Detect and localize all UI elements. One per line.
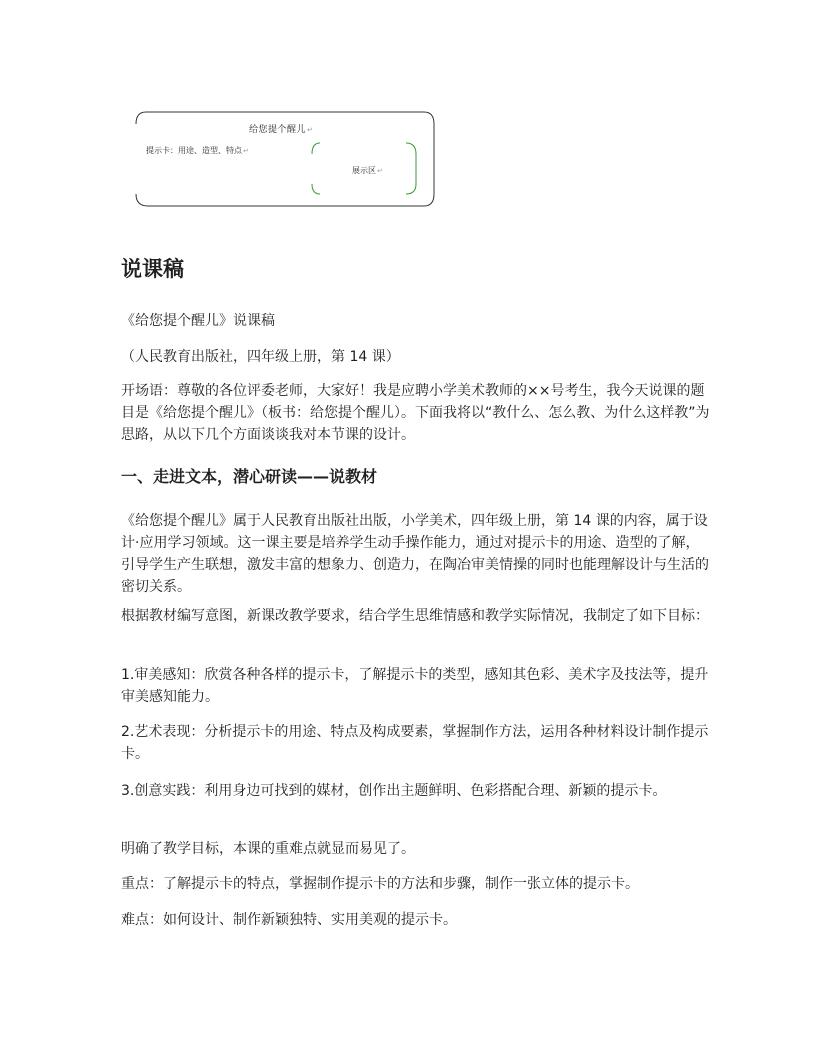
opening-paragraph: 开场语：尊敬的各位评委老师，大家好！我是应聘小学美术教师的××号考生，我今天说课的题目是《给您提个醒儿》（板书：给您提个醒儿）。下面我将以“教什么、怎么教、为什么这样教”为思路，从以下几个方面谈谈我对本节课的设计。 <box>121 383 710 443</box>
board-hint <box>146 145 249 156</box>
blackboard-design <box>134 110 436 208</box>
lesson-subtitle: 《给您提个醒儿》说课稿 <box>121 313 275 329</box>
goal-item: 1.审美感知：欣赏各种各样的提示卡，了解提示卡的类型，感知其色彩、美术字及技法等，提升审美感知能力。 <box>121 667 709 705</box>
document-title: 说课稿 <box>121 257 184 281</box>
goals-intro: 根据教材编写意图，新课改教学要求，结合学生思维情感和教学实际情况，我制定了如下目标： <box>121 608 709 624</box>
difficulty-point: 难点：如何设计、制作新颖独特、实用美观的提示卡。 <box>121 912 457 928</box>
paragraph-mark-icon: ↵ <box>307 126 314 134</box>
textbook-paragraph: 《给您提个醒儿》属于人民教育出版社出版，小学美术，四年级上册，第 14 课的内容，属于设计·应用学习领域。这一课主要是培养学生动手操作能力，通过对提示卡的用途、造型的了解，引导学生产生联想，激发丰富的想象力、创造力，在陶冶审美情操的同时也能理解设计与生活的密切关系。 <box>121 513 709 595</box>
goal-item: 3.创意实践：利用身边可找到的媒材，创作出主题鲜明、色彩搭配合理、新颖的提示卡。 <box>121 783 667 799</box>
board-title-text: 给您提个醒儿 <box>249 125 307 135</box>
board-title <box>249 122 313 135</box>
summary-paragraph: 明确了教学目标，本课的重难点就显而易见了。 <box>121 841 415 857</box>
key-point: 重点：了解提示卡的特点，掌握制作提示卡的方法和步骤，制作一张立体的提示卡。 <box>121 876 639 892</box>
paragraph-mark-icon: ↵ <box>243 147 249 155</box>
document-body <box>121 254 711 928</box>
section-heading-textbook: 一、走进文本，潜心研读——说教材 <box>121 467 378 486</box>
goal-item: 2.艺术表现：分析提示卡的用途、特点及构成要素，掌握制作方法，运用各种材料设计制作提示卡。 <box>121 724 709 762</box>
board-display-area <box>352 165 383 176</box>
board-hint-text: 提示卡：用途、造型、特点 <box>146 146 242 155</box>
paragraph-mark-icon: ↵ <box>377 167 383 175</box>
lesson-source: （人民教育出版社，四年级上册，第 14 课） <box>121 349 400 365</box>
board-display-text: 展示区 <box>352 166 376 175</box>
